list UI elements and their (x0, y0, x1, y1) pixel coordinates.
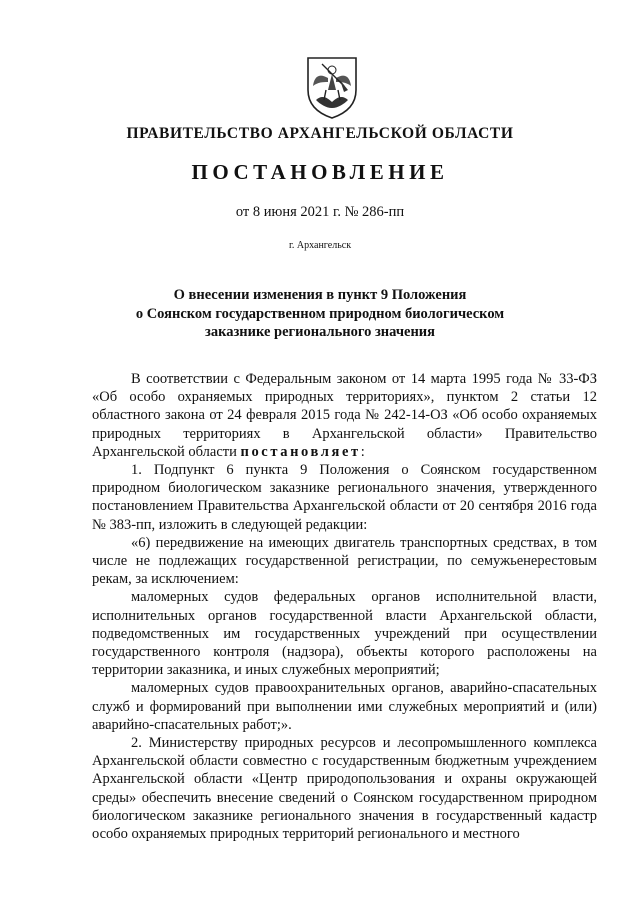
title-line: О внесении изменения в пункт 9 Положения (173, 287, 467, 303)
preamble-end: : (360, 443, 365, 460)
organization-name: ПРАВИТЕЛЬСТВО АРХАНГЕЛЬСКОЙ ОБЛАСТИ (126, 125, 514, 142)
paragraph-item-1: 1. Подпункт 6 пункта 9 Положения о Соянском государственном природном биологическом заказнике регионального значения, утвержденного постановлением Правительства Архангельской области от 20 сентября 2016 года № 383-пп, изложить в следующей редакции: (92, 462, 597, 533)
paragraph-exception-1: маломерных судов федеральных органов исполнительной власти, исполнительных органов государственной власти Архангельской области, подведомственных им государственных учреждений при осуществлении государственного контроля (надзора), объекты которого расположены на территории заказника, и иных служебных мероприятий; (92, 589, 597, 679)
preamble-text: В соответствии с Федеральным законом от 14 марта 1995 года № 33-ФЗ «Об особо охраняемых природных территориях», пунктом 2 статьи 12 областного закона от 24 февраля 2015 года № 242-14-ОЗ «Об особо охраняемых природных территориях в Архангельской области» Правительство Архангельской области (92, 371, 597, 460)
title-line: о Соянском государственном природном биологическом (135, 305, 505, 322)
document-title (100, 286, 540, 342)
coat-of-arms-icon (304, 56, 360, 120)
document-date-number: от 8 июня 2021 г. № 286-пп (235, 204, 405, 220)
paragraph-exception-2: маломерных судов правоохранительных органов, аварийно-спасательных служб и формирований при выполнении ими служебных мероприятий и (или) аварийно-спасательных работ;». (92, 680, 597, 733)
paragraph-subitem-6: «6) передвижение на имеющих двигатель транспортных средствах, в том числе не подлежащих государственной регистрации, по семужьенерестовым рекам, за исключением: (92, 534, 597, 588)
paragraph-item-2: 2. Министерству природных ресурсов и лесопромышленного комплекса Архангельской области совместно с государственным бюджетным учреждением Архангельской области «Центр природопользования и охраны окружающей среды» обеспечить внесение сведений о Соянском государственном природном биологическом заказнике регионального значения в государственный кадастр особо охраняемых природных территорий регионального и местного (92, 735, 597, 843)
title-line: заказнике регионального значения (205, 324, 435, 340)
document-type: ПОСТАНОВЛЕНИЕ (191, 160, 449, 184)
document-city: г. Архангельск (288, 240, 352, 251)
decree-keyword: постановляет (240, 443, 361, 460)
paragraph-preamble (92, 370, 597, 461)
document-body (92, 370, 597, 843)
